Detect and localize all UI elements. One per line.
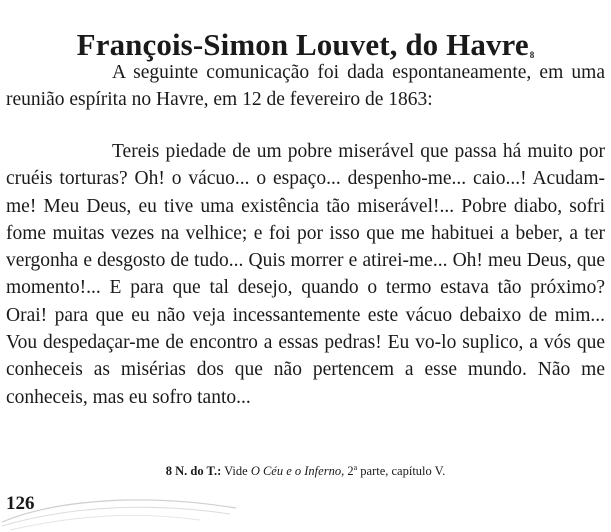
footnote-text-after: parte, capítulo V. <box>357 464 446 479</box>
footnote-number: 8 <box>165 464 173 479</box>
footnote-comma: , <box>341 464 348 479</box>
footnote-reference[interactable]: 8 <box>529 49 535 60</box>
intro-paragraph: A seguinte comunicação foi dada espontaneamente, em uma reunião espírita no Havre, em 12 de fevereiro de 1863: <box>6 62 605 110</box>
footnote-label: N. do T.: <box>175 464 222 479</box>
chapter-title-text: François-Simon Louvet, do Havre <box>76 26 529 62</box>
footnote <box>0 460 611 479</box>
spirit-message-paragraph: Tereis piedade de um pobre miserável que passa há muito por cruéis torturas? Oh! o vácuo... o espaço... despenho-me... caio...! Acudam-me! Meu Deus, eu tive uma existência tão miserável!... Pobre diabo, sofri fome muitas vezes na velhice; e foi por isso que me habituei a beber, a ter vergonha e desgosto de tudo... Quis morrer e atirei-me... Oh! meu Deus, que momento!... E para que tal desejo, quando o termo estava tão próximo? Orai! para que eu não veja incessantemente este vácuo debaixo de mim... Vou despedaçar-me de encontro a essas pedras! Eu vo-lo suplico, a vós que conheceis as misérias dos que não pertencem a esse mundo. Não me conheceis, mas eu sofro tanto... <box>6 141 605 408</box>
page-number: 126 <box>6 493 35 514</box>
footnote-part-ordinal: a <box>353 463 358 472</box>
footnote-text-before: Vide <box>221 464 251 479</box>
footnote-book-title: O Céu e o Inferno <box>250 464 342 479</box>
page-corner-swoosh-decoration <box>0 492 240 532</box>
footnote-part-number: 2 <box>347 464 354 479</box>
